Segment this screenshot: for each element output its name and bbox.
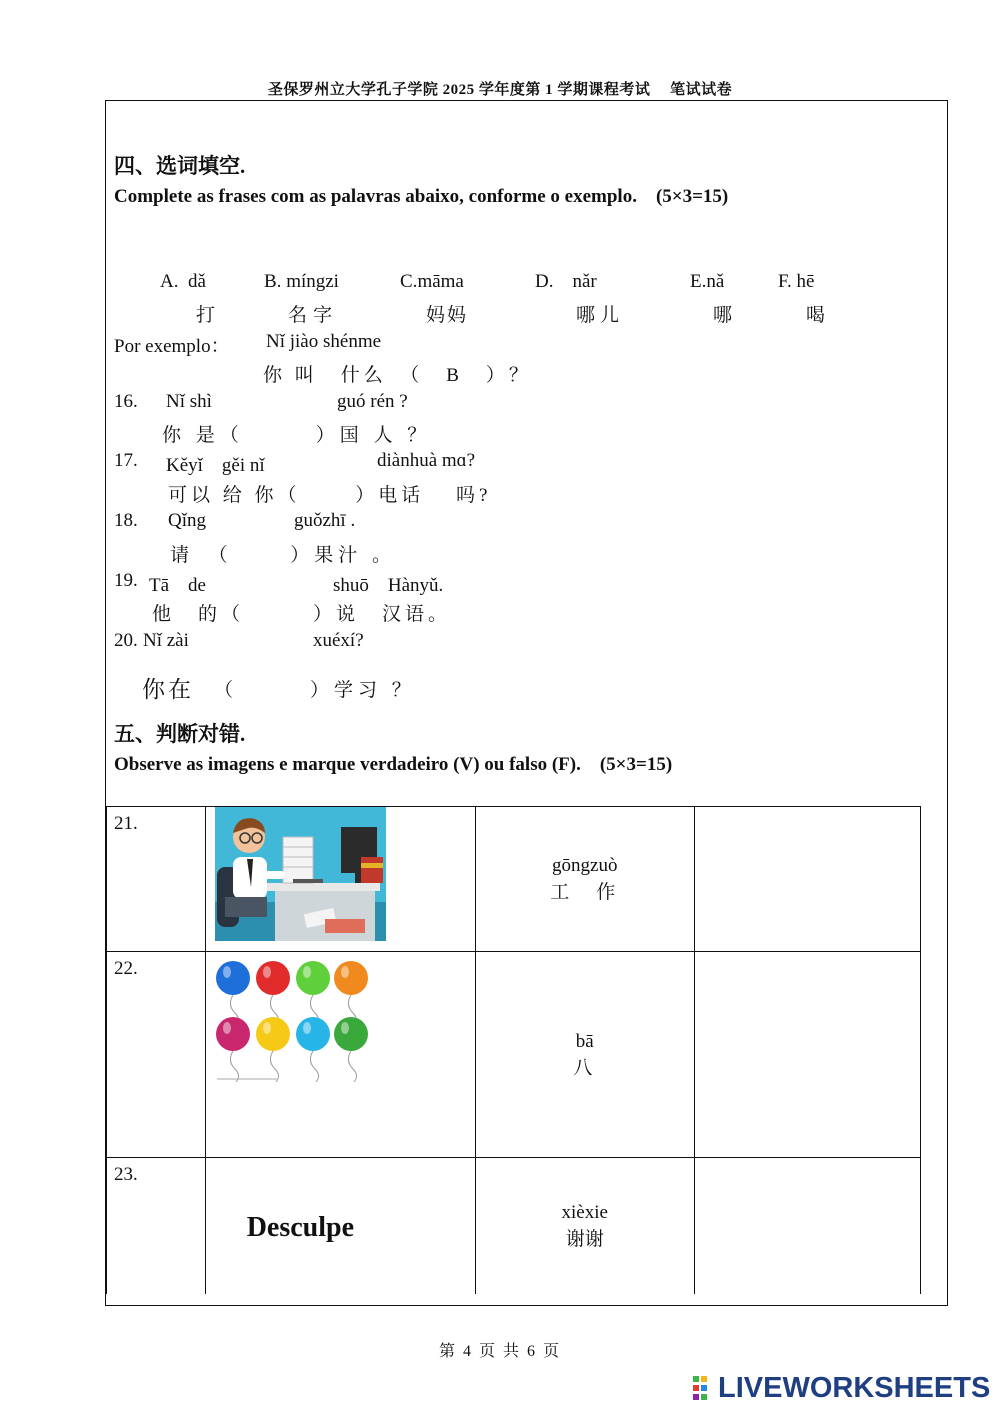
word-hanzi: 八 — [573, 1057, 597, 1079]
section5-instruction: Observe as imagens e marque verdadeiro (V) ou falso (F). (5×3=15) — [114, 754, 673, 775]
q20-number: 20. — [114, 630, 138, 651]
balloon-string — [310, 1051, 318, 1082]
balloon-highlight — [303, 1022, 311, 1034]
balloon — [296, 1017, 330, 1051]
word-cell — [475, 807, 694, 952]
q16-pinyin-end: guó rén ? — [337, 391, 408, 412]
option-a-hanzi: 打 — [196, 305, 218, 326]
option-c-hanzi: 妈妈 — [426, 305, 469, 326]
word-pinyin: gōngzuò — [552, 855, 618, 876]
q18-number: 18. — [114, 510, 138, 531]
q20-pinyin-start: Nǐ zài — [143, 630, 189, 651]
q20-pinyin-end: xuéxí? — [313, 630, 364, 651]
q19-pinyin-end: shuō Hànyǔ. — [333, 575, 444, 596]
balloon-highlight — [263, 966, 271, 978]
table-row — [107, 952, 921, 1158]
example-pinyin: Nǐ jiào shénme — [266, 331, 382, 352]
q16-pinyin-start: Nǐ shì — [166, 391, 212, 412]
option-a: A. dǎ — [160, 271, 206, 292]
q16-number: 16. — [114, 391, 138, 412]
answer-cell[interactable] — [694, 1158, 920, 1294]
q20-hanzi: （ ）学习 ？ — [214, 680, 416, 701]
word-pinyin: bā — [575, 1030, 594, 1052]
image-cell — [205, 952, 475, 1158]
section5-title: 五、判断对错. — [114, 722, 246, 746]
option-c: C.māma — [400, 271, 464, 292]
page-number: 第 4 页 共 6 页 — [438, 1343, 561, 1360]
word-cell — [475, 1158, 694, 1294]
q18-hanzi: 请 （ ）果汁 。 — [170, 545, 397, 566]
balloon-highlight — [263, 1022, 271, 1034]
row-number: 21. — [107, 807, 206, 952]
example-label: Por exemplo： — [114, 336, 230, 357]
table-row — [107, 1158, 921, 1294]
balloon-string — [348, 1051, 356, 1082]
balloon — [256, 961, 290, 995]
image-cell — [205, 1158, 475, 1294]
q17-pinyin-end: diànhuà mɑ? — [377, 450, 476, 471]
balloon-string — [230, 1051, 238, 1082]
answer-cell[interactable] — [694, 807, 920, 952]
balloon-highlight — [341, 966, 349, 978]
answer-cell[interactable] — [694, 952, 920, 1158]
liveworksheets-brand[interactable]: LIVEWORKSHEETS — [718, 1372, 991, 1404]
example-hanzi: 你 叫 什么 （ B ）？ — [263, 365, 532, 386]
row-number: 23. — [107, 1158, 206, 1294]
word-pinyin: xièxie — [561, 1201, 608, 1223]
option-b: B. míngzi — [264, 271, 339, 292]
q16-hanzi: 你 是（ ）国 人 ？ — [162, 425, 432, 446]
balloon-highlight — [341, 1022, 349, 1034]
section4-title: 四、选词填空. — [114, 154, 246, 178]
q19-hanzi: 他 的（ ）说 汉语。 — [152, 604, 452, 625]
word-hanzi: 工 作 — [550, 882, 620, 903]
section4-instruction: Complete as frases com as palavras abaixo, conforme o exemplo. (5×3=15) — [114, 186, 729, 207]
q18-pinyin-start: Qǐng — [168, 510, 206, 531]
row-number: 22. — [107, 952, 206, 1158]
true-false-table — [106, 806, 921, 1294]
table-row — [107, 807, 921, 952]
word-hanzi: 谢谢 — [565, 1228, 604, 1250]
balloon — [256, 1017, 290, 1051]
liveworksheets-logo-icon — [693, 1376, 715, 1400]
balloon — [334, 1017, 368, 1051]
balloon-string — [270, 1051, 278, 1082]
q19-pinyin-start: Tā de — [149, 575, 206, 596]
balloon-highlight — [223, 1022, 231, 1034]
image-cell — [205, 807, 475, 952]
option-e: E.nǎ — [690, 271, 725, 292]
balloon — [216, 1017, 250, 1051]
exam-header: 圣保罗州立大学孔子学院 2025 学年度第 1 学期课程考试 笔试试卷 — [267, 82, 733, 98]
balloon — [296, 961, 330, 995]
option-d-hanzi: 哪儿 — [576, 305, 625, 326]
option-b-hanzi: 名字 — [288, 305, 339, 326]
word-cell — [475, 952, 694, 1158]
option-d: D. nǎr — [535, 271, 597, 292]
balloon — [334, 961, 368, 995]
option-f-hanzi: 喝 — [806, 305, 828, 326]
q19-number: 19. — [114, 570, 138, 591]
eight-balloons-illustration — [215, 960, 380, 1082]
option-f: F. hē — [778, 271, 815, 292]
office-worker-illustration — [215, 807, 386, 941]
balloon-highlight — [223, 966, 231, 978]
q17-hanzi: 可以 给 你（ ）电话 吗? — [168, 485, 492, 506]
balloon-highlight — [303, 966, 311, 978]
balloon — [216, 961, 250, 995]
q20-hanzi-lead: 你在 — [142, 677, 194, 702]
option-e-hanzi: 哪 — [713, 305, 735, 326]
q18-pinyin-end: guǒzhī . — [294, 510, 356, 531]
desculpe-label: Desculpe — [246, 1212, 355, 1243]
q17-pinyin-start: Kěyǐ gěi nǐ — [166, 455, 265, 476]
q17-number: 17. — [114, 450, 138, 471]
